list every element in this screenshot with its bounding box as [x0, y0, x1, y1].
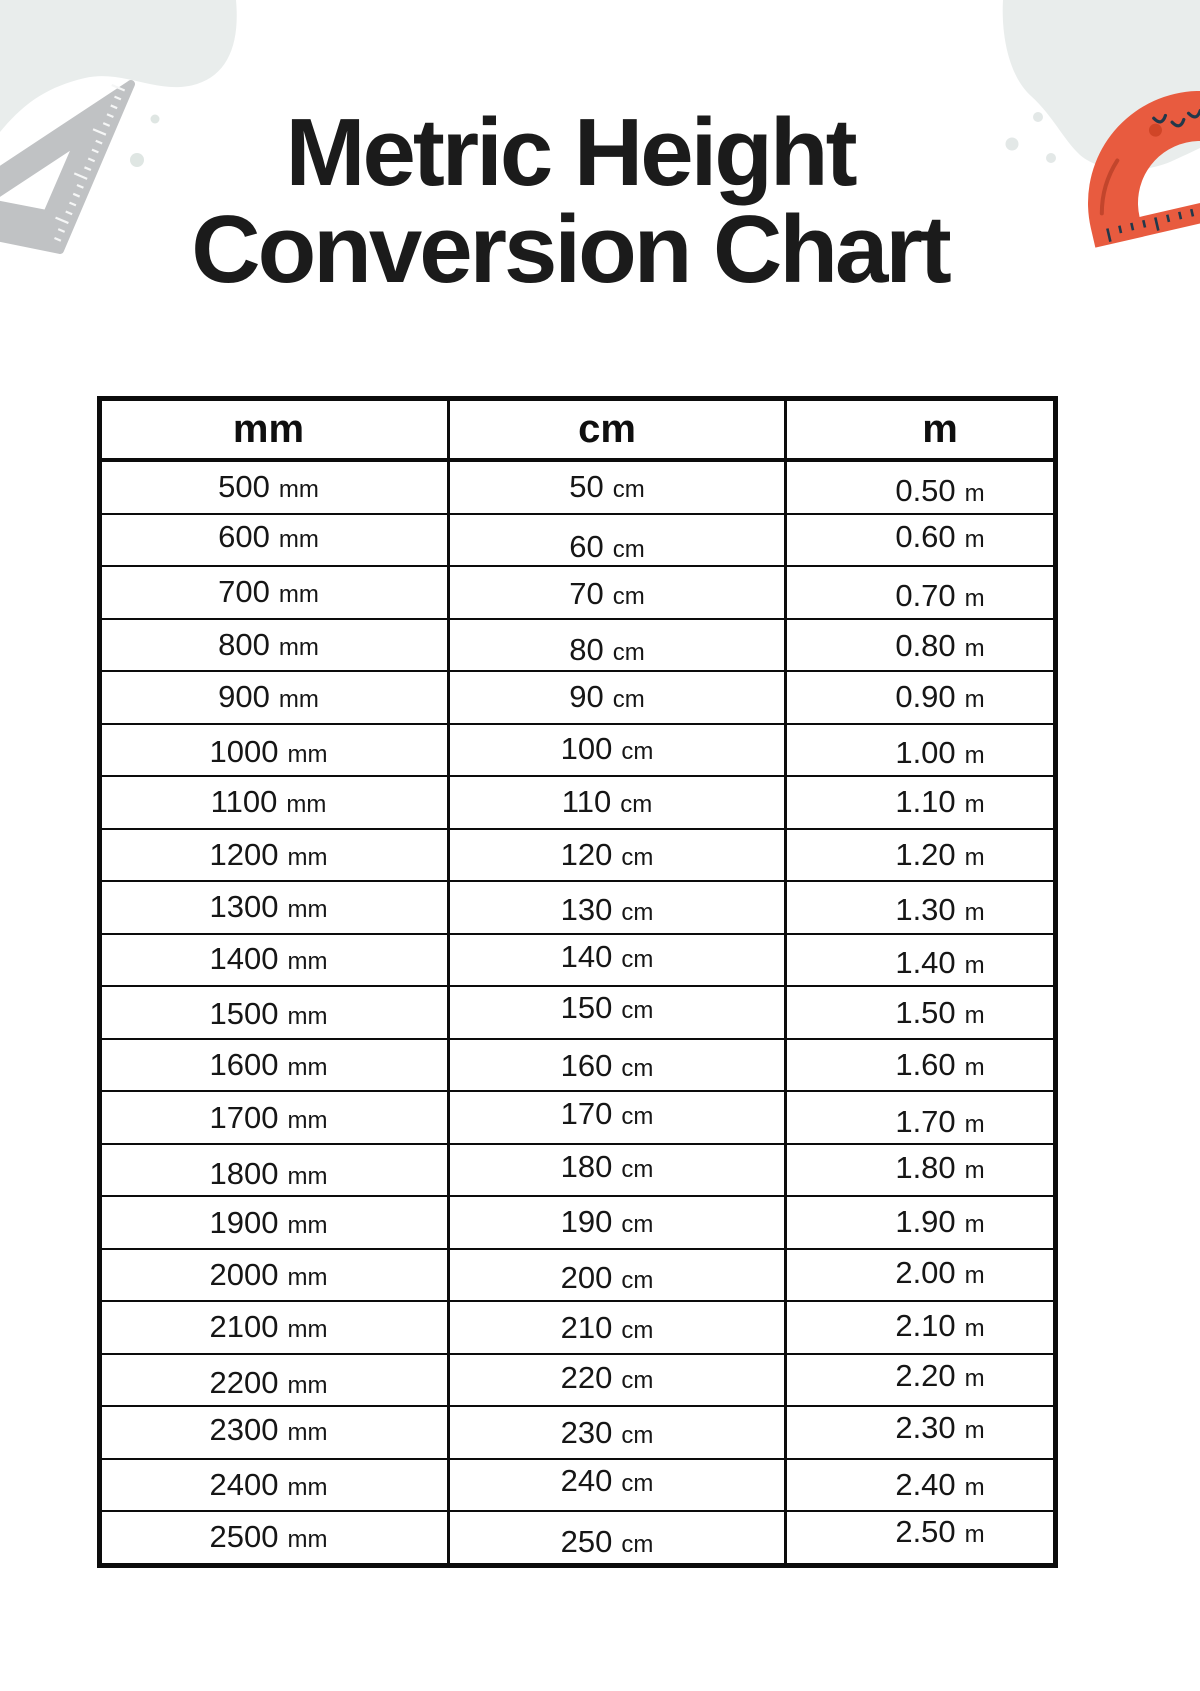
cell-unit: m — [964, 480, 985, 508]
cell-unit: m — [964, 1261, 985, 1289]
cell-cm — [449, 1091, 786, 1144]
cell-value: 240 — [560, 1462, 613, 1498]
cell-value: 70 — [569, 576, 604, 612]
table-header-row — [100, 399, 1056, 461]
cell-value: 0.80 — [895, 627, 956, 663]
cell-unit: mm — [287, 1003, 328, 1031]
cell-unit: cm — [621, 997, 654, 1025]
table-row — [100, 1354, 1056, 1407]
cell-cm — [449, 460, 786, 514]
cell-unit: m — [964, 525, 985, 553]
table-row — [100, 776, 1056, 829]
cell-m — [786, 1406, 1056, 1459]
cell-m — [786, 934, 1056, 987]
cell-cm — [449, 619, 786, 672]
cell-unit: mm — [286, 791, 327, 819]
table-row — [100, 514, 1056, 567]
cell-unit: cm — [621, 945, 654, 973]
protractor-eye — [1189, 111, 1200, 119]
cell-value: 0.90 — [895, 679, 956, 715]
cell-unit: m — [964, 1521, 985, 1549]
cell-value: 180 — [560, 1148, 613, 1184]
cell-cm — [449, 1249, 786, 1302]
cell-unit: cm — [621, 1103, 654, 1131]
ruler-tick — [114, 97, 120, 100]
cell-mm — [100, 1249, 449, 1302]
table-row — [100, 724, 1056, 777]
cell-value: 190 — [560, 1204, 613, 1240]
cell-m — [786, 724, 1056, 777]
cell-unit: m — [964, 1156, 985, 1184]
cell-unit: m — [964, 741, 985, 769]
cell-unit: cm — [612, 638, 645, 666]
table-row — [100, 566, 1056, 619]
cell-cm — [449, 776, 786, 829]
cell-unit: mm — [287, 740, 328, 768]
cell-unit: m — [964, 1364, 985, 1392]
header-mm: mm — [100, 399, 449, 461]
table-row — [100, 1511, 1056, 1565]
cell-cm — [449, 1039, 786, 1092]
cell-value: 2.50 — [895, 1514, 956, 1550]
title-line-1: Metric Height — [285, 99, 855, 206]
cell-m — [786, 1511, 1056, 1565]
cell-value: 2100 — [209, 1309, 279, 1345]
cell-m — [786, 1091, 1056, 1144]
cell-value: 100 — [560, 730, 613, 766]
cell-value: 1500 — [209, 996, 279, 1032]
cell-value: 1800 — [209, 1155, 279, 1191]
cell-value: 1.00 — [895, 734, 956, 770]
cell-cm — [449, 671, 786, 724]
conversion-table — [97, 396, 1058, 1568]
cell-m — [786, 1354, 1056, 1407]
cell-value: 2500 — [209, 1519, 279, 1555]
cell-value: 1900 — [209, 1205, 279, 1241]
table-row — [100, 619, 1056, 672]
cell-unit: mm — [278, 525, 319, 553]
cell-unit: m — [964, 843, 985, 871]
table-row — [100, 460, 1056, 514]
cell-mm — [100, 1511, 449, 1565]
cell-cm — [449, 566, 786, 619]
cell-value: 500 — [218, 469, 270, 505]
cell-cm — [449, 829, 786, 882]
cell-unit: m — [964, 1315, 985, 1343]
cell-m — [786, 1301, 1056, 1354]
cell-unit: cm — [621, 1366, 654, 1394]
cell-value: 220 — [560, 1359, 613, 1395]
cell-mm — [100, 671, 449, 724]
cell-mm — [100, 1196, 449, 1249]
table-row — [100, 1144, 1056, 1197]
cell-unit: mm — [287, 947, 328, 975]
cell-value: 140 — [560, 938, 613, 974]
cell-unit: cm — [621, 1054, 654, 1082]
cell-mm — [100, 986, 449, 1039]
cell-m — [786, 460, 1056, 514]
table-row — [100, 671, 1056, 724]
cell-unit: m — [964, 1053, 985, 1081]
cell-value: 1.50 — [895, 995, 956, 1031]
cell-value: 150 — [560, 990, 613, 1026]
cell-value: 50 — [569, 469, 604, 505]
cell-value: 200 — [560, 1259, 613, 1295]
cell-value: 1.10 — [895, 784, 956, 820]
cell-value: 160 — [560, 1047, 613, 1083]
cell-value: 1.70 — [895, 1104, 956, 1140]
cell-unit: cm — [621, 1317, 654, 1345]
cell-value: 2.40 — [895, 1466, 956, 1502]
cell-unit: mm — [287, 1107, 328, 1135]
cell-value: 1.60 — [895, 1046, 956, 1082]
cell-value: 110 — [561, 784, 612, 820]
table-row — [100, 1039, 1056, 1092]
table-row — [100, 1459, 1056, 1512]
cell-mm — [100, 566, 449, 619]
cell-value: 1300 — [209, 889, 279, 925]
cell-value: 2.20 — [895, 1357, 956, 1393]
cell-mm — [100, 460, 449, 514]
cell-m — [786, 514, 1056, 567]
table-row — [100, 1196, 1056, 1249]
cell-unit: cm — [621, 843, 654, 871]
table-row — [100, 829, 1056, 882]
cell-unit: mm — [287, 1053, 328, 1081]
table-row — [100, 1091, 1056, 1144]
cell-cm — [449, 1301, 786, 1354]
cell-mm — [100, 776, 449, 829]
cell-value: 1.40 — [895, 944, 956, 980]
cell-unit: mm — [278, 686, 319, 714]
cell-value: 1600 — [209, 1046, 279, 1082]
cell-unit: m — [964, 634, 985, 662]
cell-value: 800 — [218, 626, 270, 662]
cell-mm — [100, 934, 449, 987]
cell-value: 600 — [218, 518, 270, 554]
cell-m — [786, 1196, 1056, 1249]
cell-value: 1000 — [209, 733, 279, 769]
ruler-tick — [1191, 209, 1193, 216]
cell-unit: m — [964, 791, 985, 819]
cell-value: 900 — [218, 679, 270, 715]
cell-unit: cm — [612, 583, 645, 611]
cell-m — [786, 1459, 1056, 1512]
cell-cm — [449, 881, 786, 934]
cell-mm — [100, 1354, 449, 1407]
cell-m — [786, 566, 1056, 619]
cell-value: 2300 — [209, 1412, 279, 1448]
cell-value: 700 — [218, 574, 270, 610]
cell-value: 2.10 — [895, 1308, 956, 1344]
cell-unit: m — [964, 899, 985, 927]
cell-value: 1.80 — [895, 1149, 956, 1185]
cell-value: 0.60 — [895, 518, 956, 554]
cell-mm — [100, 1144, 449, 1197]
cell-unit: cm — [621, 899, 654, 927]
cell-m — [786, 881, 1056, 934]
cell-mm — [100, 724, 449, 777]
cell-m — [786, 776, 1056, 829]
cell-mm — [100, 881, 449, 934]
cell-value: 60 — [569, 528, 604, 564]
page-title — [0, 99, 1170, 303]
cell-value: 2.30 — [895, 1410, 956, 1446]
cell-m — [786, 1039, 1056, 1092]
cell-mm — [100, 1039, 449, 1092]
cell-cm — [449, 1196, 786, 1249]
cell-value: 0.50 — [895, 473, 956, 509]
cell-value: 1400 — [209, 940, 279, 976]
cell-value: 130 — [560, 892, 613, 928]
cell-value: 80 — [569, 631, 604, 667]
cell-value: 2000 — [209, 1256, 279, 1292]
cell-unit: cm — [621, 737, 654, 765]
cell-unit: m — [964, 1473, 985, 1501]
cell-unit: cm — [621, 1469, 654, 1497]
cell-value: 2.00 — [895, 1254, 956, 1290]
cell-cm — [449, 986, 786, 1039]
cell-unit: m — [964, 951, 985, 979]
cell-value: 2200 — [209, 1364, 279, 1400]
cell-value: 0.70 — [895, 578, 956, 614]
cell-value: 1.20 — [895, 836, 956, 872]
cell-unit: cm — [612, 535, 645, 563]
cell-value: 230 — [560, 1415, 613, 1451]
cell-unit: mm — [278, 581, 319, 609]
cell-m — [786, 829, 1056, 882]
ruler-tick — [1179, 212, 1181, 219]
cell-cm — [449, 1354, 786, 1407]
cell-unit: mm — [287, 1526, 328, 1554]
cell-unit: mm — [287, 1162, 328, 1190]
cell-value: 1200 — [209, 836, 279, 872]
cell-unit: cm — [612, 686, 645, 714]
cell-cm — [449, 514, 786, 567]
cell-m — [786, 986, 1056, 1039]
cell-unit: cm — [612, 476, 645, 504]
cell-cm — [449, 724, 786, 777]
table-row — [100, 1249, 1056, 1302]
cell-unit: mm — [287, 1371, 328, 1399]
cell-unit: mm — [287, 1263, 328, 1291]
cell-value: 1.90 — [895, 1204, 956, 1240]
cell-unit: m — [964, 585, 985, 613]
cell-unit: cm — [620, 791, 653, 819]
cell-m — [786, 1144, 1056, 1197]
cell-cm — [449, 1511, 786, 1565]
cell-m — [786, 619, 1056, 672]
cell-unit: cm — [621, 1531, 654, 1559]
table-row — [100, 881, 1056, 934]
cell-mm — [100, 1406, 449, 1459]
cell-unit: cm — [621, 1155, 654, 1183]
cell-value: 1100 — [210, 784, 278, 820]
cell-cm — [449, 1144, 786, 1197]
cell-unit: mm — [287, 1473, 328, 1501]
cell-unit: cm — [621, 1211, 654, 1239]
cell-mm — [100, 1301, 449, 1354]
cell-unit: m — [964, 1002, 985, 1030]
cell-unit: m — [964, 1211, 985, 1239]
cell-cm — [449, 934, 786, 987]
table-row — [100, 934, 1056, 987]
cell-mm — [100, 1459, 449, 1512]
cell-value: 1700 — [209, 1100, 279, 1136]
cell-mm — [100, 514, 449, 567]
cell-unit: cm — [621, 1422, 654, 1450]
cell-unit: mm — [278, 633, 319, 661]
cell-value: 250 — [560, 1524, 613, 1560]
cell-m — [786, 671, 1056, 724]
cell-mm — [100, 829, 449, 882]
cell-mm — [100, 619, 449, 672]
cell-unit: m — [964, 686, 985, 714]
cell-unit: mm — [278, 476, 319, 504]
cell-value: 170 — [560, 1096, 613, 1132]
title-line-2: Conversion Chart — [191, 196, 949, 303]
table-row — [100, 1301, 1056, 1354]
cell-value: 210 — [560, 1310, 613, 1346]
cell-unit: mm — [287, 1212, 328, 1240]
header-m: m — [786, 399, 1056, 461]
cell-cm — [449, 1459, 786, 1512]
table-row — [100, 986, 1056, 1039]
cell-unit: mm — [287, 896, 328, 924]
cell-cm — [449, 1406, 786, 1459]
cell-unit: m — [964, 1417, 985, 1445]
cell-unit: mm — [287, 1316, 328, 1344]
cell-unit: mm — [287, 1419, 328, 1447]
cell-value: 1.30 — [895, 892, 956, 928]
cell-mm — [100, 1091, 449, 1144]
header-cm: cm — [449, 399, 786, 461]
cell-m — [786, 1249, 1056, 1302]
cell-value: 90 — [569, 679, 604, 715]
cell-value: 120 — [560, 836, 613, 872]
ruler-tick — [112, 85, 125, 90]
protractor-eye — [1172, 120, 1185, 128]
cell-value: 2400 — [209, 1466, 279, 1502]
cell-unit: mm — [287, 843, 328, 871]
cell-unit: m — [964, 1111, 985, 1139]
table-row — [100, 1406, 1056, 1459]
cell-unit: cm — [621, 1266, 654, 1294]
